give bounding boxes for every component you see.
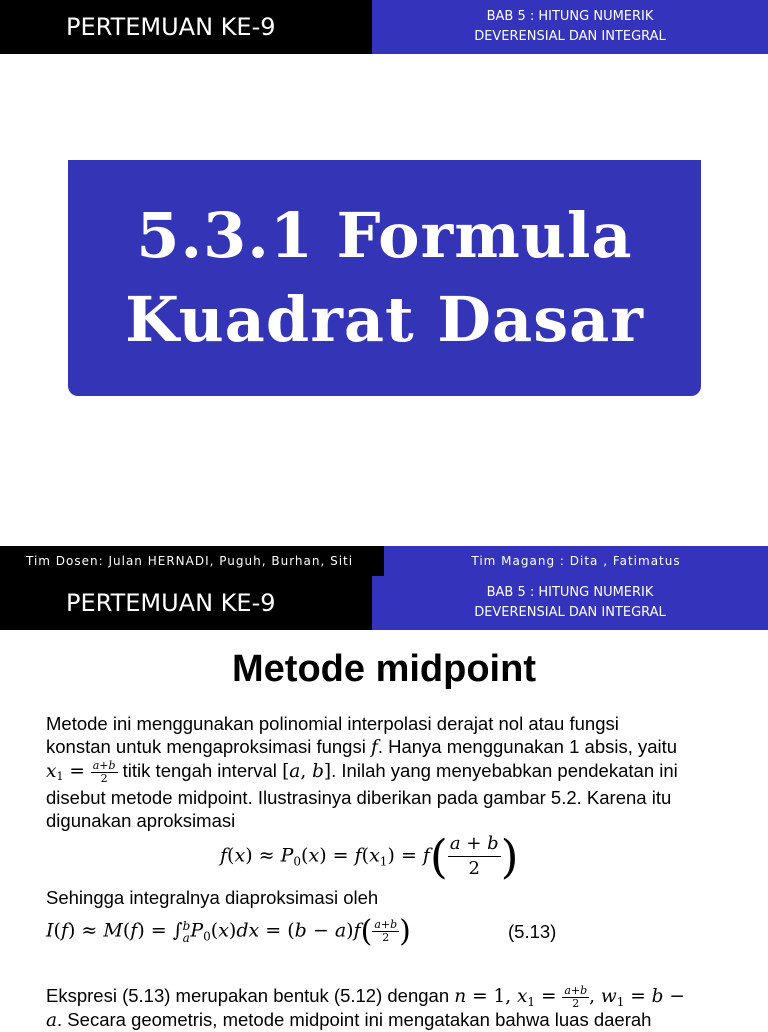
slide1-header-title (0, 0, 372, 54)
slide2-header-chapter (372, 576, 768, 630)
paragraph-2: Sehingga integralnya diaproksimasi oleh (46, 887, 379, 908)
slide2-header-title-text: PERTEMUAN KE-9 (66, 589, 276, 617)
slide1-title-line1: 5.3.1 Formula (136, 199, 633, 272)
p1-line3-c: . Inilah yang menyebabkan pendekatan ini (331, 760, 678, 781)
p1-line4: disebut metode midpoint. Ilustrasinya diberikan pada gambar 5.2. Karena itu (46, 787, 672, 808)
paragraph-4 (46, 1008, 726, 1032)
equation-midpoint-approx: $f(x) \approx P_0(x) = f(x_1) = f$( $\frac{a + b}{2}$ ) (220, 829, 519, 884)
p1-line3: x1 = $\frac{a+b}{2}$ titik tengah interval [a, b]. Inilah yang menyebabkan pendekatan ini (46, 758, 678, 785)
equation-number: (5.13) (508, 921, 557, 942)
frac-midpoint: $\frac{a + b}{2}$ (449, 833, 499, 879)
slide1-footer-lecturers: Tim Dosen: Julan HERNADI, Puguh, Burhan, Siti (0, 546, 384, 576)
math-f: f (370, 737, 378, 758)
frac-a-plus-b-over-2: $\frac{a+b}{2}$ (92, 758, 116, 785)
math-interval: [a, b] (282, 761, 332, 782)
slide2-chapter-line2: DEVERENSIAL DAN INTEGRAL (474, 605, 666, 620)
slide1-header-title-text: PERTEMUAN KE-9 (66, 13, 276, 41)
p1-line3-b: titik tengah interval (117, 760, 283, 781)
slide2-chapter-line1: BAB 5 : HITUNG NUMERIK (486, 585, 654, 600)
frac-params: $\frac{a+b}{2}$ (564, 983, 588, 1010)
equation-5-13: I(f) ≈ M(f) = ∫b $aP_0(x)dx = (b - a)f$( $\frac{a+b}{2}$ ) (46, 914, 411, 949)
frac-midpoint-2: $\frac{a+b}{2}$ (374, 918, 398, 944)
slide1-title-box (68, 160, 701, 396)
slide1-header-chapter (372, 0, 768, 54)
p1-line1: Metode ini menggunakan polinomial interpolasi derajat nol atau fungsi (46, 713, 619, 734)
slide1-footer-interns: Tim Magang : Dita , Fatimatus (384, 546, 768, 576)
paragraph-1 (46, 712, 726, 832)
p4-text: . Secara geometris, metode midpoint ini mengatakan bahwa luas daerah (57, 1009, 652, 1030)
p1-line2-b: . Hanya menggunakan 1 absis, yaitu (377, 736, 678, 757)
slide2-header-title (0, 576, 372, 630)
p1-line5: digunakan aproksimasi (46, 810, 236, 831)
p1-line2 (46, 735, 726, 759)
math-x1: x (46, 761, 57, 782)
p3-text: Ekspresi (5.13) merupakan bentuk (5.12) dengan (46, 985, 455, 1006)
p1-line2-a: konstan untuk mengaproksimasi fungsi (46, 736, 371, 757)
slide2-heading: Metode midpoint (232, 648, 536, 690)
slide1-chapter-line2: DEVERENSIAL DAN INTEGRAL (474, 29, 666, 44)
math-params: n = 1, $x_1$ = $\frac{a+b}{2}$ , $w_1 = b$ − (454, 983, 685, 1010)
slide1-title-line2: Kuadrat Dasar (125, 283, 644, 356)
slide1-chapter-line1: BAB 5 : HITUNG NUMERIK (486, 9, 654, 24)
math-a: a (46, 1010, 58, 1031)
